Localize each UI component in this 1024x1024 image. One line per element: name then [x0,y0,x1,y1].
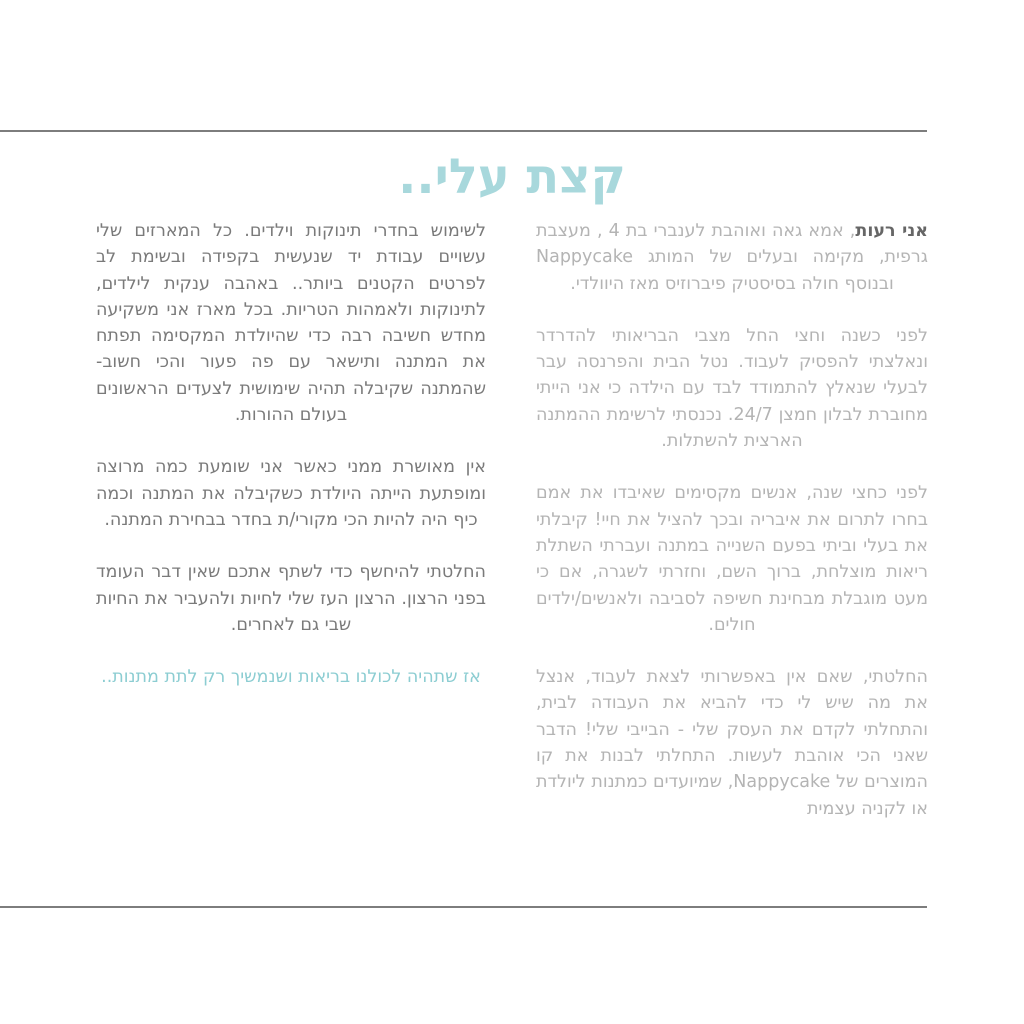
paragraph-health: לפני כשנה וחצי החל מצבי הבריאותי להדרדר ונאלצתי להפסיק לעבוד. נטל הבית והפרנסה עבר לבעלי שנאלץ להתמודד לבד עם הילדה כי אני הייתי מחוברת לבלון חמצן 24/7. נכנסתי לרשימת ההמתנה הארצית להשתלות. [536,325,928,452]
right-column [536,218,928,848]
page-title: קצת עלי.. [398,149,626,205]
bottom-divider [0,906,927,908]
paragraph-business: החלטתי, שאם אין באפשרותי לצאת לעבוד, אנצל את מה שיש לי כדי להביא את העבודה לבית, והתחלתי לקדם את העסק שלי - הבייבי שלי! הדבר שאני הכי אוהבת לעשות. התחלתי לבנות את קו המוצרים של Nappycake, שמיועדים כמתנות ליולדת או לקניה עצמית [536,667,928,819]
paragraph-decision: החלטתי להיחשף כדי לשתף אתכם שאין דבר העומד בפני הרצון. הרצון העז שלי לחיות ולהעביר את החיות שבי גם לאחרים. [96,562,486,635]
intro-text: , אמא גאה ואוהבת לענברי בת 4 , מעצבת גרפית, מקימה ובעלים של המותג Nappycake ובנוסף חולה בסיסטיק פיברוזיס מאז היוולדי. [536,221,928,294]
closing-line: אז שתהיה לכולנו בריאות ושנמשיך רק לתת מתנות.. [101,667,481,688]
paragraph-transplant: לפני כחצי שנה, אנשים מקסימים שאיבדו את אמם בחרו לתרום את איבריה ובכך להציל את חיי! קיבלתי את בעלי וביתי בפעם השנייה במתנה ועברתי השתלת ריאות מוצלחת, ברוך השם, וחזרתי לשגרה, אם כי מעט מוגבלת מבחינת חשיפה לסביבה ולאנשים/ילדים חולים. [536,483,928,635]
paragraph-products: לשימוש בחדרי תינוקות וילדים. כל המארזים שלי עשויים עבודת יד שנעשית בקפידה ובשימת לב לפרטים הקטנים ביותר.. באהבה ענקית לילדים, לתינוקות ולאמהות הטריות. בכל מארז אני משקיעה מחדש חשיבה רבה כדי שהיולדת המקסימה תפתח את המתנה ותישאר עם פה פעור והכי חשוב- שהמתנה שקיבלה תהיה שימושית לצעדים הראשונים בעולם ההורות. [96,221,486,426]
paragraph-happiness: אין מאושרת ממני כאשר אני שומעת כמה מרוצה ומופתעת הייתה היולדת כשקיבלה את המתנה וכמה כיף היה להיות הכי מקורי/ת בחדר בבחירת המתנה. [96,457,486,530]
top-divider [0,130,927,132]
paragraph-intro [536,218,928,297]
author-name: אני רעות [855,221,928,241]
left-column [96,218,486,716]
